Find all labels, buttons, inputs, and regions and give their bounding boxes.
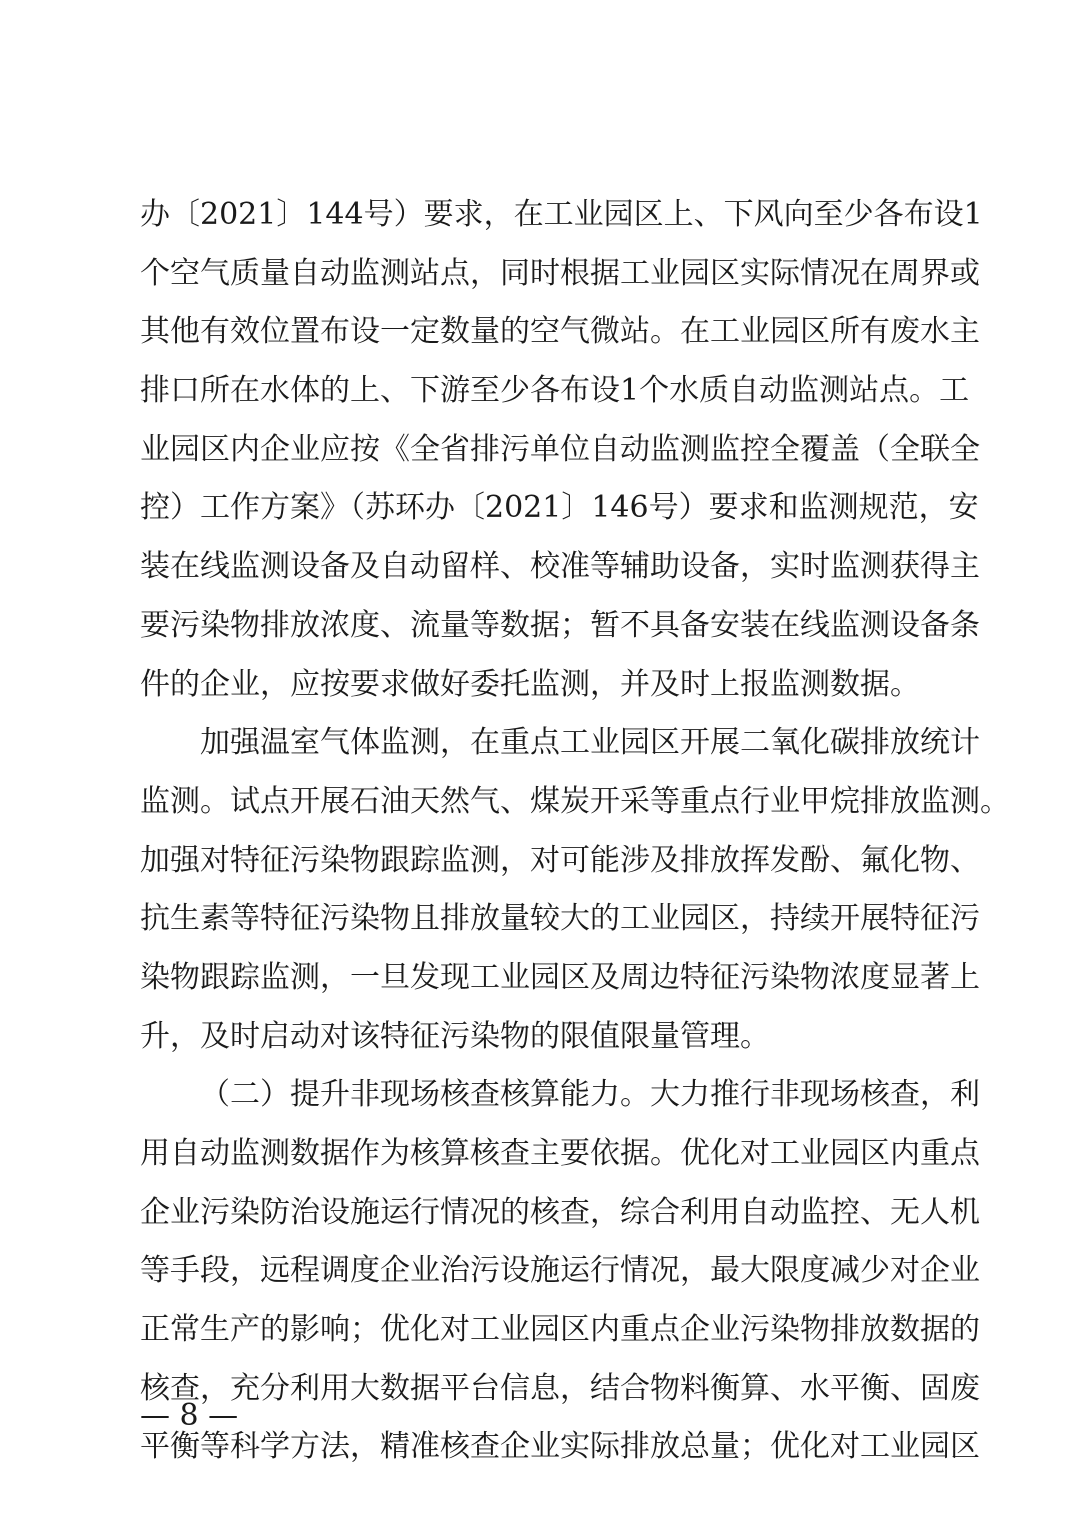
text-line-5: 业园区内企业应按《全省排污单位自动监测监控全覆盖（全联全	[140, 431, 980, 467]
text-line-21: 核查，充分利用大数据平台信息，结合物料衡算、水平衡、固废	[140, 1370, 980, 1406]
text-line-18: 企业污染防治设施运行情况的核查，综合利用自动监控、无人机	[140, 1194, 980, 1230]
text-line-4: 排口所在水体的上、下游至少各布设1个水质自动监测站点。工	[140, 373, 970, 409]
text-line-17: 用自动监测数据作为核算核查主要依据。优化对工业园区内重点	[140, 1136, 980, 1171]
text-line-7: 装在线监测设备及自动留样、校准等辅助设备，实时监测获得主	[140, 549, 980, 585]
text-line-11: 监测。试点开展石油天然气、煤炭开采等重点行业甲烷排放监测。	[140, 783, 1010, 819]
body-text	[140, 186, 1010, 1477]
text-line-2: 个空气质量自动监测站点，同时根据工业园区实际情况在周界或	[140, 255, 980, 291]
text-line-8: 要污染物排放浓度、流量等数据；暂不具备安装在线监测设备条	[140, 607, 980, 643]
text-line-13: 抗生素等特征污染物且排放量较大的工业园区，持续开展特征污	[140, 901, 980, 937]
text-line-10: 加强温室气体监测，在重点工业园区开展二氧化碳排放统计	[200, 725, 980, 761]
text-line-6: 控）工作方案》（苏环办〔2021〕146号）要求和监测规范，安	[140, 490, 979, 526]
text-line-1: 办〔2021〕144号）要求，在工业园区上、下风向至少各布设1	[140, 197, 983, 232]
text-line-22: 平衡等科学方法，精准核查企业实际排放总量；优化对工业园区	[140, 1429, 980, 1465]
text-line-16: （二）提升非现场核查核算能力。大力推行非现场核查，利	[200, 1077, 980, 1113]
text-line-15: 升，及时启动对该特征污染物的限值限量管理。	[140, 1018, 770, 1054]
text-line-20: 正常生产的影响；优化对工业园区内重点企业污染物排放数据的	[140, 1312, 980, 1348]
page-number: — 8 —	[140, 1398, 239, 1433]
text-line-9: 件的企业，应按要求做好委托监测，并及时上报监测数据。	[140, 666, 920, 702]
text-line-3: 其他有效位置布设一定数量的空气微站。在工业园区所有废水主	[140, 314, 980, 350]
text-line-19: 等手段，远程调度企业治污设施运行情况，最大限度减少对企业	[140, 1253, 980, 1289]
text-line-12: 加强对特征污染物跟踪监测，对可能涉及排放挥发酚、氟化物、	[140, 842, 980, 878]
text-line-14: 染物跟踪监测，一旦发现工业园区及周边特征污染物浓度显著上	[140, 959, 980, 995]
